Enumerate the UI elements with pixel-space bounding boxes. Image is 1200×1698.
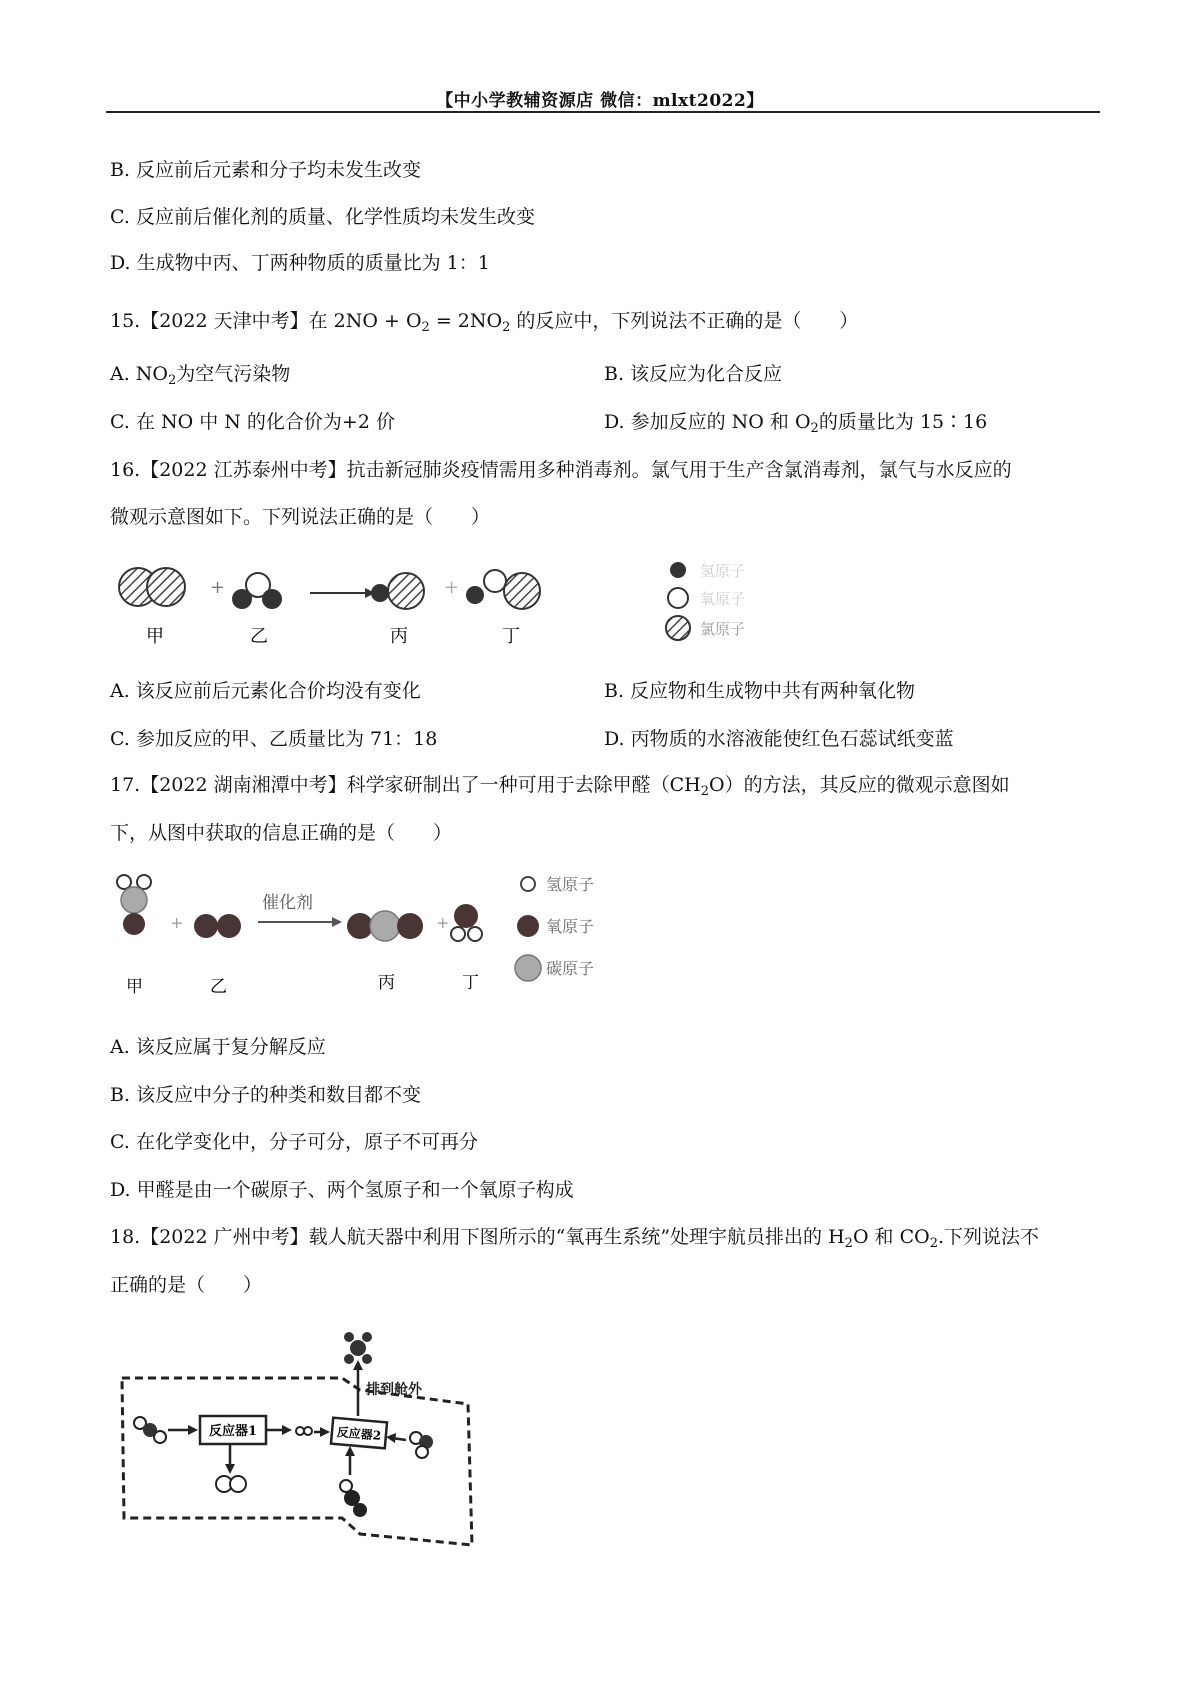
q16-option-c: C. 参加反应的甲、乙质量比为 71：18: [110, 728, 438, 750]
water-output-molecule-icon: [410, 1432, 433, 1458]
q15-stem: 15.【2022 天津中考】在 $2NO + O_2 = 2NO_2$ 的反应中，下列说法不正确的是（ ）: [110, 310, 859, 335]
reactor-2-label: 反应器2: [336, 1425, 382, 1443]
water-molecule-icon: [232, 573, 282, 609]
q17-reaction-diagram: [110, 868, 650, 998]
label-ding: 丁: [462, 973, 479, 993]
q17-option-d: D. 甲醛是由一个碳原子、两个氢原子和一个氧原子构成: [110, 1179, 574, 1201]
q18-stem-line2: 正确的是（ ）: [110, 1274, 263, 1296]
svg-text:氯原子: 氯原子: [700, 620, 746, 638]
svg-text:氧原子: 氧原子: [546, 917, 595, 936]
header-divider: [106, 111, 1100, 113]
svg-text:氢原子: 氢原子: [546, 875, 595, 894]
co2-input-molecule-icon: [134, 1417, 166, 1443]
q17-stem-line2: 下，从图中获取的信息正确的是（ ）: [110, 822, 453, 844]
hclo-molecule-icon: [466, 570, 540, 609]
label-bing: 丙: [378, 973, 395, 993]
q16-legend: [666, 562, 745, 640]
plus-sign: +: [210, 577, 226, 598]
q16-reaction-diagram: [110, 555, 810, 655]
plus-sign: +: [436, 913, 450, 932]
oxygen-output-molecule-icon: [216, 1476, 246, 1492]
q17-option-a: A. 该反应属于复分解反应: [110, 1036, 326, 1058]
q15-option-b: B. 该反应为化合反应: [604, 363, 783, 385]
q17-option-b: B. 该反应中分子的种类和数目都不变: [110, 1084, 422, 1106]
q15-option-a: A. $NO_2$为空气污染物: [110, 363, 291, 388]
formaldehyde-molecule-icon: [117, 875, 151, 935]
reactor-1-label: 反应器1: [208, 1424, 258, 1439]
q17-option-c: C. 在化学变化中，分子可分，原子不可再分: [110, 1131, 478, 1153]
oxygen-molecule-icon: [194, 914, 241, 938]
label-jia: 甲: [146, 626, 164, 647]
system-boundary: [122, 1378, 472, 1545]
q16-stem-line2: 微观示意图如下。下列说法正确的是（ ）: [110, 506, 491, 528]
q16-option-a: A. 该反应前后元素化合价均没有变化: [110, 680, 421, 702]
q16-stem-line1: 16.【2022 江苏泰州中考】抗击新冠肺炎疫情需用多种消毒剂。氯气用于生产含氯消毒剂，氯气与水反应的: [110, 459, 1012, 481]
q14-option-c: C. 反应前后催化剂的质量、化学性质均未发生改变: [110, 206, 535, 228]
water-molecule-icon: [451, 904, 482, 941]
q15-option-c: C. 在 NO 中 N 的化合价为+2 价: [110, 411, 395, 433]
svg-text:氢原子: 氢原子: [700, 562, 746, 580]
q17-stem-line1: 17.【2022 湖南湘潭中考】科学家研制出了一种可用于去除甲醛$(CH_2O)$的方法，其反应的微观示意图如: [110, 774, 1010, 799]
co2-lower-molecule-icon: [340, 1480, 367, 1517]
q14-option-b: B. 反应前后元素和分子均未发生改变: [110, 159, 422, 181]
hydrogen-molecule-icon: [296, 1427, 312, 1435]
label-bing: 丙: [390, 626, 408, 647]
reaction-arrow: [310, 588, 375, 598]
hcl-molecule-icon: [371, 573, 424, 609]
q18-oxygen-system-diagram: [110, 1320, 490, 1550]
q16-option-d: D. 丙物质的水溶液能使红色石蕊试纸变蓝: [604, 728, 954, 750]
vent-label: 排到舱外: [366, 1382, 422, 1398]
q18-stem-line1: 18.【2022 广州中考】载人航天器中利用下图所示的“氧再生系统”处理宇航员排出的 $H_2O$ 和 $CO_2$.下列说法不: [110, 1226, 1040, 1251]
catalyst-label: 催化剂: [262, 893, 313, 913]
page-header: 【中小学教辅资源店 微信：mlxt2022】: [436, 91, 764, 111]
svg-text:氧原子: 氧原子: [700, 590, 746, 608]
svg-text:碳原子: 碳原子: [546, 959, 595, 978]
q14-option-d: D. 生成物中丙、丁两种物质的质量比为 1：1: [110, 252, 490, 274]
plus-sign: +: [170, 913, 184, 932]
label-jia: 甲: [126, 977, 143, 997]
chlorine-molecule-icon: [119, 568, 185, 606]
plus-sign: +: [444, 577, 460, 598]
label-ding: 丁: [502, 626, 520, 647]
methane-molecule-icon: [344, 1332, 372, 1364]
label-yi: 乙: [210, 977, 227, 997]
carbon-dioxide-molecule-icon: [347, 911, 423, 941]
q17-legend: [515, 875, 594, 981]
q16-option-b: B. 反应物和生成物中共有两种氧化物: [604, 680, 916, 702]
reaction-arrow: [258, 917, 342, 927]
q15-option-d: D. 参加反应的 NO 和 $O_2$的质量比为 15∶16: [604, 411, 988, 436]
label-yi: 乙: [250, 626, 268, 647]
